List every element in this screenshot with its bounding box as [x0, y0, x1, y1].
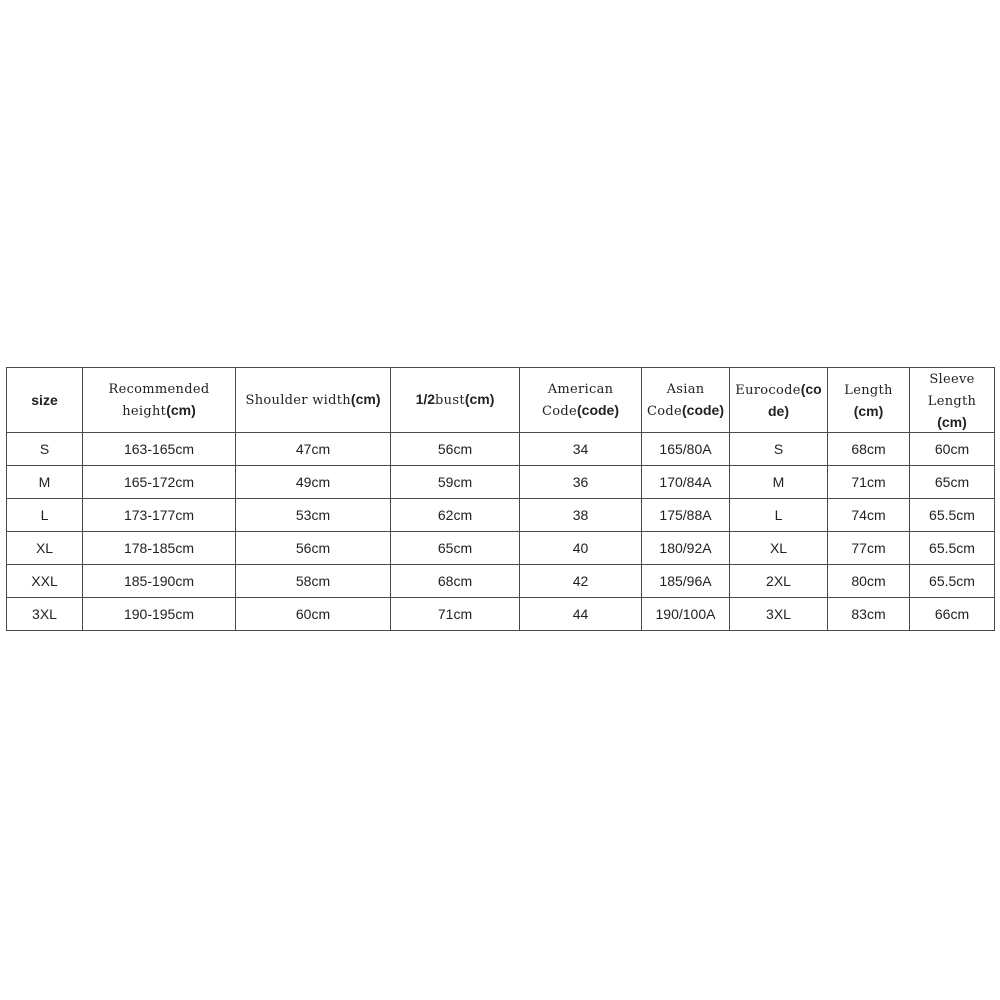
header-text: American	[547, 382, 614, 397]
header-text: (co	[800, 381, 822, 397]
header-text: Length	[927, 394, 977, 409]
table-cell-american-code: 44	[520, 598, 642, 631]
table-cell-eurocode: S	[730, 433, 828, 466]
table-cell-size: XXL	[7, 565, 83, 598]
table-row	[7, 499, 995, 532]
table-cell-american-code: 38	[520, 499, 642, 532]
table-row	[7, 532, 995, 565]
header-text: Sleeve	[929, 372, 975, 387]
header-text: Length	[844, 383, 893, 398]
table-cell-shoulder-width: 47cm	[236, 433, 391, 466]
table-cell-sleeve-length: 65.5cm	[910, 532, 995, 565]
table-cell-sleeve-length: 65.5cm	[910, 499, 995, 532]
header-recommended-height	[83, 368, 236, 433]
table-cell-asian-code: 165/80A	[642, 433, 730, 466]
header-text: height	[122, 404, 167, 419]
header-shoulder-width	[236, 368, 391, 433]
header-text: (cm)	[464, 391, 495, 407]
header-text: (code)	[577, 402, 619, 418]
table-cell-american-code: 34	[520, 433, 642, 466]
table-cell-asian-code: 190/100A	[642, 598, 730, 631]
table-cell-size: 3XL	[7, 598, 83, 631]
table-cell-eurocode: M	[730, 466, 828, 499]
header-text: (code)	[682, 402, 724, 418]
header-text: Asian	[666, 382, 705, 397]
table-cell-sleeve-length: 60cm	[910, 433, 995, 466]
table-row	[7, 433, 995, 466]
table-cell-length: 77cm	[828, 532, 910, 565]
table-cell-american-code: 42	[520, 565, 642, 598]
table-cell-size: XL	[7, 532, 83, 565]
header-half-bust	[391, 368, 520, 433]
header-text: Code	[542, 404, 577, 419]
table-cell-sleeve-length: 65.5cm	[910, 565, 995, 598]
table-cell-recommended-height: 190-195cm	[83, 598, 236, 631]
header-american-code	[520, 368, 642, 433]
table-cell-length: 68cm	[828, 433, 910, 466]
table-cell-eurocode: 2XL	[730, 565, 828, 598]
header-text: Recommended	[108, 382, 210, 397]
header-text: Shoulder width	[245, 393, 351, 408]
header-text: de)	[768, 403, 789, 419]
header-text: Eurocode	[735, 383, 801, 398]
table-cell-sleeve-length: 66cm	[910, 598, 995, 631]
header-row	[7, 368, 995, 433]
table-cell-asian-code: 170/84A	[642, 466, 730, 499]
table-cell-asian-code: 185/96A	[642, 565, 730, 598]
header-asian-code	[642, 368, 730, 433]
table-cell-recommended-height: 165-172cm	[83, 466, 236, 499]
table-cell-asian-code: 175/88A	[642, 499, 730, 532]
table-cell-length: 83cm	[828, 598, 910, 631]
size-chart-table	[6, 367, 995, 631]
table-cell-size: S	[7, 433, 83, 466]
table-cell-length: 71cm	[828, 466, 910, 499]
table-cell-recommended-height: 185-190cm	[83, 565, 236, 598]
table-cell-length: 80cm	[828, 565, 910, 598]
table-cell-half-bust: 71cm	[391, 598, 520, 631]
table-cell-recommended-height: 178-185cm	[83, 532, 236, 565]
table-row	[7, 466, 995, 499]
header-text: (cm)	[350, 391, 381, 407]
table-row	[7, 598, 995, 631]
table-row	[7, 565, 995, 598]
table-cell-eurocode: 3XL	[730, 598, 828, 631]
header-length	[828, 368, 910, 433]
header-text: (cm)	[853, 403, 884, 419]
table-cell-shoulder-width: 60cm	[236, 598, 391, 631]
table-body	[7, 433, 995, 631]
table-cell-length: 74cm	[828, 499, 910, 532]
table-cell-shoulder-width: 53cm	[236, 499, 391, 532]
table-cell-size: L	[7, 499, 83, 532]
header-eurocode	[730, 368, 828, 433]
table-cell-asian-code: 180/92A	[642, 532, 730, 565]
table-cell-eurocode: L	[730, 499, 828, 532]
header-sleeve-length	[910, 368, 995, 433]
table-cell-sleeve-length: 65cm	[910, 466, 995, 499]
table-cell-half-bust: 56cm	[391, 433, 520, 466]
table-cell-shoulder-width: 58cm	[236, 565, 391, 598]
table-cell-half-bust: 68cm	[391, 565, 520, 598]
table-cell-half-bust: 65cm	[391, 532, 520, 565]
header-text: size	[31, 392, 58, 408]
table-cell-shoulder-width: 49cm	[236, 466, 391, 499]
header-text: (cm)	[166, 402, 196, 418]
table-cell-recommended-height: 173-177cm	[83, 499, 236, 532]
table-cell-american-code: 40	[520, 532, 642, 565]
header-text: 1/2	[415, 391, 436, 407]
header-size	[7, 368, 83, 433]
table-cell-eurocode: XL	[730, 532, 828, 565]
table-cell-recommended-height: 163-165cm	[83, 433, 236, 466]
header-text: bust	[435, 393, 465, 408]
table-cell-shoulder-width: 56cm	[236, 532, 391, 565]
table-cell-half-bust: 59cm	[391, 466, 520, 499]
table-cell-half-bust: 62cm	[391, 499, 520, 532]
header-text: (cm)	[937, 414, 967, 430]
table-cell-american-code: 36	[520, 466, 642, 499]
table-cell-size: M	[7, 466, 83, 499]
header-text: Code	[647, 404, 682, 419]
